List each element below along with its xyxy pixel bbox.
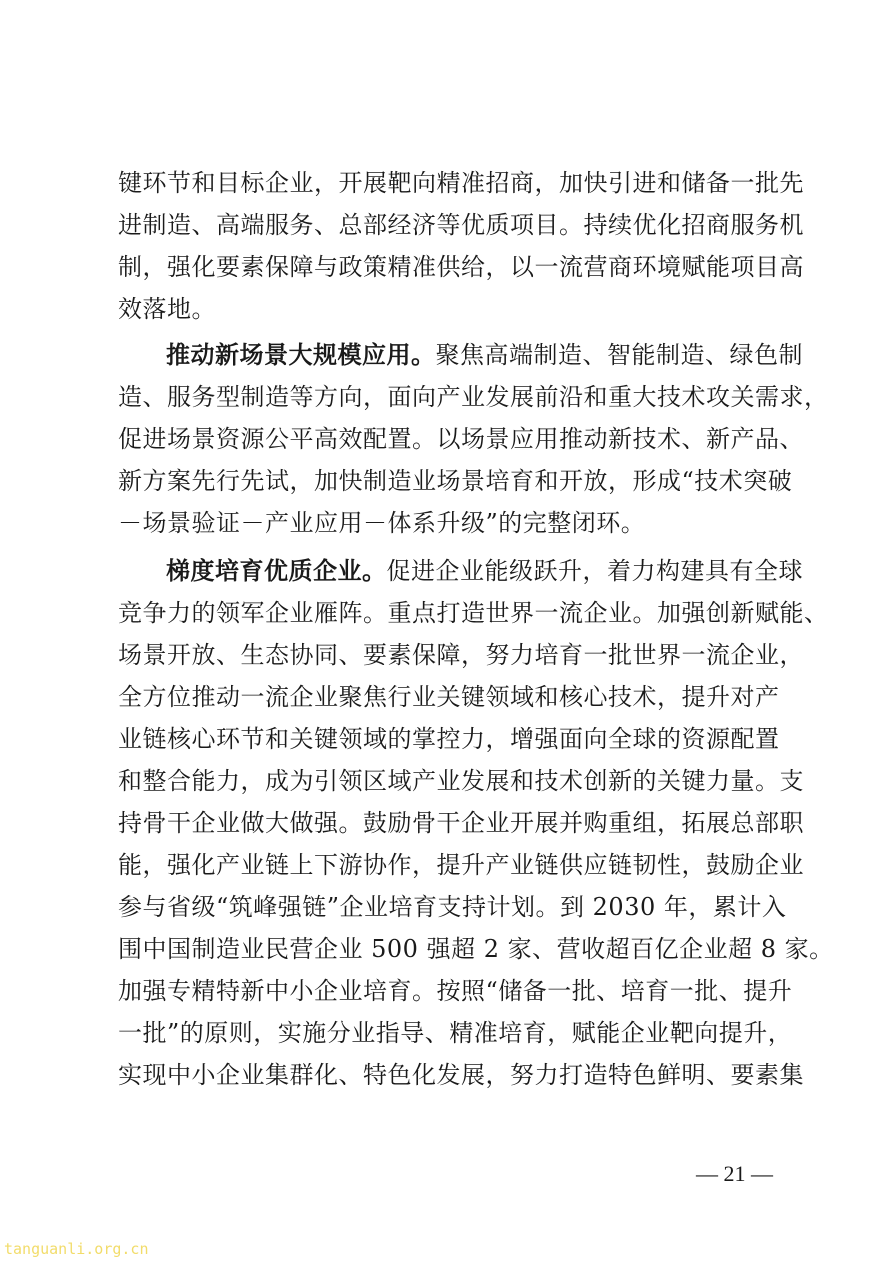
- body-line: 造、服务型制造等方向，面向产业发展前沿和重大技术攻关需求，: [118, 383, 829, 411]
- body-line: 业链核心环节和关键领域的掌控力，增强面向全球的资源配置: [118, 725, 780, 753]
- body-line: 全方位推动一流企业聚焦行业关键领域和核心技术，提升对产: [118, 683, 780, 711]
- body-line: 加强专精特新中小企业培育。按照“储备一批、培育一批、提升: [118, 977, 793, 1005]
- body-line: －场景验证－产业应用－体系升级”的完整闭环。: [118, 509, 646, 537]
- section-1-first-line: [166, 340, 803, 370]
- body-line: 竞争力的领军企业雁阵。重点打造世界一流企业。加强创新赋能、: [118, 599, 829, 627]
- body-line: 一批”的原则，实施分业指导、精准培育，赋能企业靶向提升，: [118, 1019, 793, 1047]
- body-line: 能，强化产业链上下游协作，提升产业链供应链韧性，鼓励企业: [118, 851, 804, 879]
- body-line: 围中国制造业民营企业 500 强超 2 家、营收超百亿企业超 8 家。: [118, 935, 834, 963]
- section-1-heading: 推动新场景大规模应用。: [166, 341, 436, 369]
- section-2-first-line: [166, 556, 803, 586]
- body-line: 效落地。: [118, 295, 216, 323]
- section-1-text: 聚焦高端制造、智能制造、绿色制: [435, 341, 803, 369]
- body-line: 制，强化要素保障与政策精准供给，以一流营商环境赋能项目高: [118, 253, 804, 281]
- section-2-text: 促进企业能级跃升，着力构建具有全球: [386, 557, 803, 585]
- body-line: 键环节和目标企业，开展靶向精准招商，加快引进和储备一批先: [118, 169, 804, 197]
- body-line: 场景开放、生态协同、要素保障，努力培育一批世界一流企业，: [118, 641, 804, 669]
- page-number: — 21 —: [696, 1161, 773, 1186]
- body-line: 参与省级“筑峰强链”企业培育支持计划。到 2030 年，累计入: [118, 893, 787, 921]
- body-line: 持骨干企业做大做强。鼓励骨干企业开展并购重组，拓展总部职: [118, 809, 804, 837]
- body-line: 实现中小企业集群化、特色化发展，努力打造特色鲜明、要素集: [118, 1061, 804, 1089]
- body-line: 和整合能力，成为引领区域产业发展和技术创新的关键力量。支: [118, 767, 804, 795]
- body-line: 进制造、高端服务、总部经济等优质项目。持续优化招商服务机: [118, 211, 804, 239]
- watermark: tanguanli.org.cn: [4, 1240, 149, 1258]
- section-2-heading: 梯度培育优质企业。: [166, 557, 387, 585]
- body-line: 新方案先行先试，加快制造业场景培育和开放，形成“技术突破: [118, 467, 793, 495]
- body-line: 促进场景资源公平高效配置。以场景应用推动新技术、新产品、: [118, 425, 804, 453]
